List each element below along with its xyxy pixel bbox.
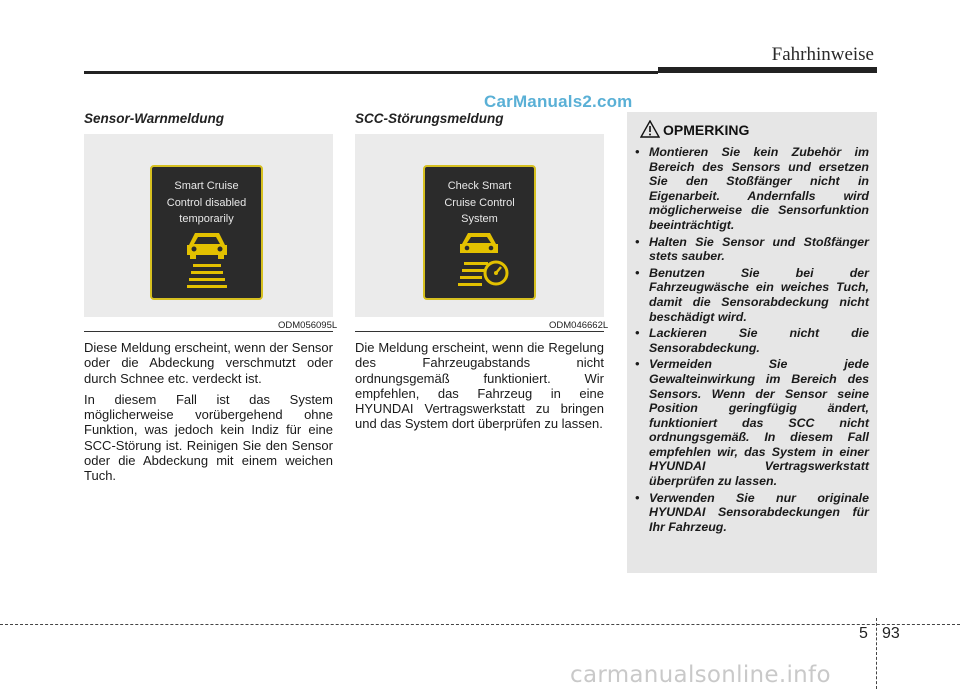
display-message: Smart Cruise Control disabled temporarily [166, 180, 247, 225]
page-number-divider [876, 618, 877, 689]
watermark-top[interactable]: CarManuals2.com [484, 92, 633, 111]
sensor-warning-title: Sensor-Warnmeldung [84, 111, 225, 126]
scc-error-body: Die Meldung erscheint, wenn die Regelung des Fahrzeugabstands nicht ordnungsgemäß funktioniert. Wir empfehlen, das Fahrzeug in eine HYUNDAI Vertragswerkstatt zu bringen und das System dort überprüfen zu lassen. [355, 340, 604, 432]
figure-code: ODM046662L [549, 320, 609, 331]
car-radar-icon [181, 229, 233, 291]
display-message: Check Smart Cruise Control System [444, 180, 515, 225]
chapter-number: 5 [859, 625, 868, 642]
warning-triangle-icon [640, 120, 660, 138]
figure-code: ODM056095L [278, 320, 338, 331]
caution-box [627, 112, 877, 573]
page-number: 93 [882, 625, 900, 642]
watermark-bottom[interactable]: carmanualsonline.info [570, 662, 831, 688]
cluster-display [150, 165, 263, 300]
caution-heading: OPMERKING [663, 122, 750, 138]
caution-item: • Montieren Sie kein Zubehör im Bereich des Sensors und ersetzen Sie den Stoßfänger nicht in Eigenarbeit. Andernfalls wird möglicherweise die Sensorfunktion beeinträchtigt. [635, 145, 869, 232]
caution-item: • Lackieren Sie nicht die Sensorabdeckung. [635, 326, 869, 355]
scc-error-figure [355, 134, 604, 317]
scc-error-title: SCC-Störungsmeldung [355, 111, 504, 126]
sensor-warning-body: Diese Meldung erscheint, wenn der Sensor oder die Abdeckung verschmutzt oder durch Schnee etc. verdeckt ist. In diesem Fall ist das System möglicherweise vorübergehend ohne Funktion, was jedoch kein Indiz für eine SCC-Störung ist. Reinigen Sie den Sensor oder die Abdeckung mit einem weichen Tuch. [84, 340, 333, 484]
cluster-display [423, 165, 536, 300]
figure-divider [84, 331, 333, 332]
car-radar-fault-icon [454, 229, 510, 291]
figure-divider [355, 331, 604, 332]
caution-item: • Benutzen Sie bei der Fahrzeugwäsche ein weiches Tuch, damit die Sensorabdeckung nicht beschädigt wird. [635, 265, 869, 324]
caution-item: • Vermeiden Sie jede Gewalteinwirkung im Bereich des Sensors. Wenn der Sensor seine Position geringfügig ändert, funktioniert das SCC nicht ordnungsgemäß. In diesem Fall empfehlen wir, das System in einer HYUNDAI Vertragswerkstatt überprüfen zu lassen. [635, 357, 869, 489]
footer-rule [0, 624, 960, 625]
caution-item: • Halten Sie Sensor und Stoßfänger stets sauber. [635, 234, 869, 264]
caution-list [635, 145, 869, 536]
header-rule [84, 71, 658, 74]
header-rule-thick [658, 67, 877, 73]
section-header-title: Fahrhinweise [771, 44, 874, 65]
caution-item: • Verwenden Sie nur originale HYUNDAI Sensorabdeckungen für Ihr Fahrzeug. [635, 490, 869, 534]
sensor-warning-figure [84, 134, 333, 317]
